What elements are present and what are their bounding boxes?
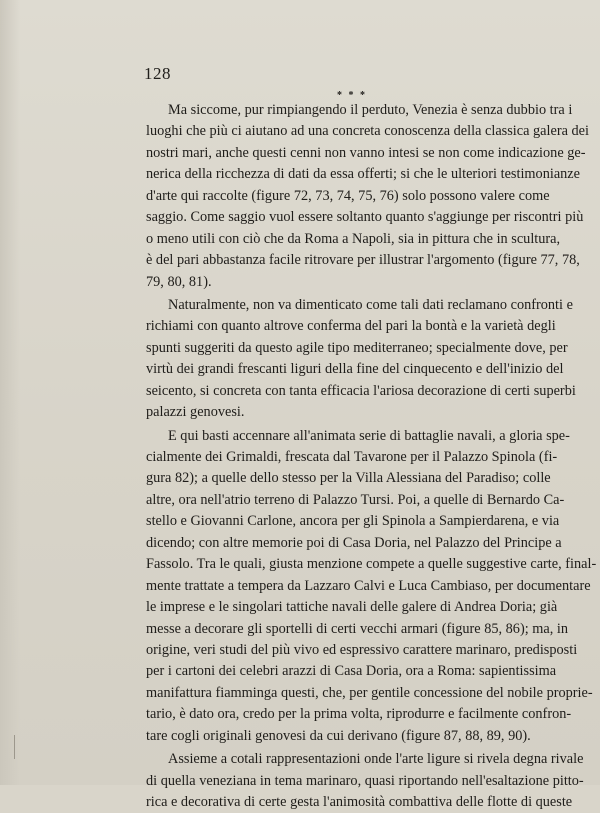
body-text: [146, 100, 597, 813]
text-line: nerica della ricchezza di dati da essa offerti; si che le ulteriori testimonianze: [146, 166, 581, 183]
text-line: di quella veneziana in tema marinaro, quasi riportando nell'esaltazione pitto-: [146, 772, 584, 789]
scan-mark: [14, 735, 15, 759]
text-line: per i cartoni dei celebri arazzi di Casa Doria, ora a Roma: sapientissima: [146, 663, 557, 680]
text-line: dicendo; con altre memorie poi di Casa Doria, nel Palazzo del Principe a: [146, 534, 562, 551]
text-line: altre, ora nell'atrio terreno di Palazzo Tursi. Poi, a quelle di Bernardo Ca-: [146, 491, 565, 508]
text-line: origine, veri studi del più vivo ed espressivo carattere marinaro, predisposti: [146, 641, 578, 658]
text-line: E qui basti accennare all'animata serie di battaglie navali, a gloria spe-: [168, 427, 570, 444]
text-line: rica e decorativa di certe gesta l'animosità combattiva delle flotte di queste: [146, 794, 573, 810]
text-line: le imprese e le singolari tattiche navali delle galere di Andrea Doria; già: [146, 599, 558, 616]
text-line: messe a decorare gli sportelli di certi vecchi armari (figure 85, 86); ma, in: [146, 620, 568, 637]
page-number: 128: [144, 64, 171, 83]
text-line: Fassolo. Tra le quali, giusta menzione compete a quelle suggestive carte, final-: [146, 556, 597, 573]
text-line: nostri mari, anche questi cenni non vanno intesi se non come indicazione ge-: [146, 144, 586, 161]
paragraph: [146, 295, 576, 424]
text-line: o meno utili con ciò che da Roma a Napoli, sia in pittura che in scultura,: [146, 230, 561, 247]
text-line: cialmente dei Grimaldi, frescata dal Tavarone per il Palazzo Spinola (fi-: [146, 449, 558, 465]
text-line: stello e Giovanni Carlone, ancora per gli Spinola a Sampierdarena, e via: [146, 513, 560, 530]
section-ornament: * * *: [337, 90, 367, 101]
paragraph: [146, 100, 589, 293]
text-line: manifattura fiamminga questi, che, per gentile concessione del nobile proprie-: [146, 684, 593, 701]
paragraph: [146, 426, 597, 748]
text-line: spunti suggeriti da questo agile tipo mediterraneo; specialmente dove, per: [146, 339, 568, 356]
text-line: mente trattate a tempera da Lazzaro Calvi e Luca Cambiaso, per documentare: [146, 577, 591, 594]
text-line: seicento, si concreta con tanta efficacia l'ariosa decorazione di certi superbi: [146, 382, 576, 399]
text-line: 79, 80, 81).: [146, 273, 212, 290]
text-line: d'arte qui raccolte (figure 72, 73, 74, 75, 76) solo possono valere come: [146, 187, 550, 204]
paragraph: [146, 749, 584, 813]
text-line: Assieme a cotali rappresentazioni onde l'arte ligure si rivela degna rivale: [168, 751, 584, 768]
text-line: luoghi che più ci aiutano ad una concreta conoscenza della classica galera dei: [146, 123, 589, 140]
text-line: Ma siccome, pur rimpiangendo il perduto, Venezia è senza dubbio tra i: [168, 102, 573, 118]
text-line: Naturalmente, non va dimenticato come tali dati reclamano confronti e: [168, 296, 573, 313]
text-line: gura 82); a quelle dello stesso per la Villa Alessiana del Paradiso; colle: [146, 470, 551, 487]
text-line: saggio. Come saggio vuol essere soltanto quanto s'aggiunge per riscontri più: [146, 209, 584, 226]
scan-shadow: [0, 0, 20, 785]
text-line: palazzi genovesi.: [146, 404, 245, 421]
text-line: virtù dei grandi frescanti liguri della fine del cinquecento e dell'inizio del: [146, 361, 564, 378]
text-line: richiami con quanto altrove conferma del pari la bontà e la varietà degli: [146, 318, 556, 335]
text-line: è del pari abbastanza facile ritrovare per illustrar l'argomento (figure 77, 78,: [146, 252, 580, 269]
text-line: tario, è dato ora, credo per la prima volta, riprodurre e facilmente confron-: [146, 706, 572, 723]
text-line: tare cogli originali genovesi da cui derivano (figure 87, 88, 89, 90).: [146, 727, 531, 744]
